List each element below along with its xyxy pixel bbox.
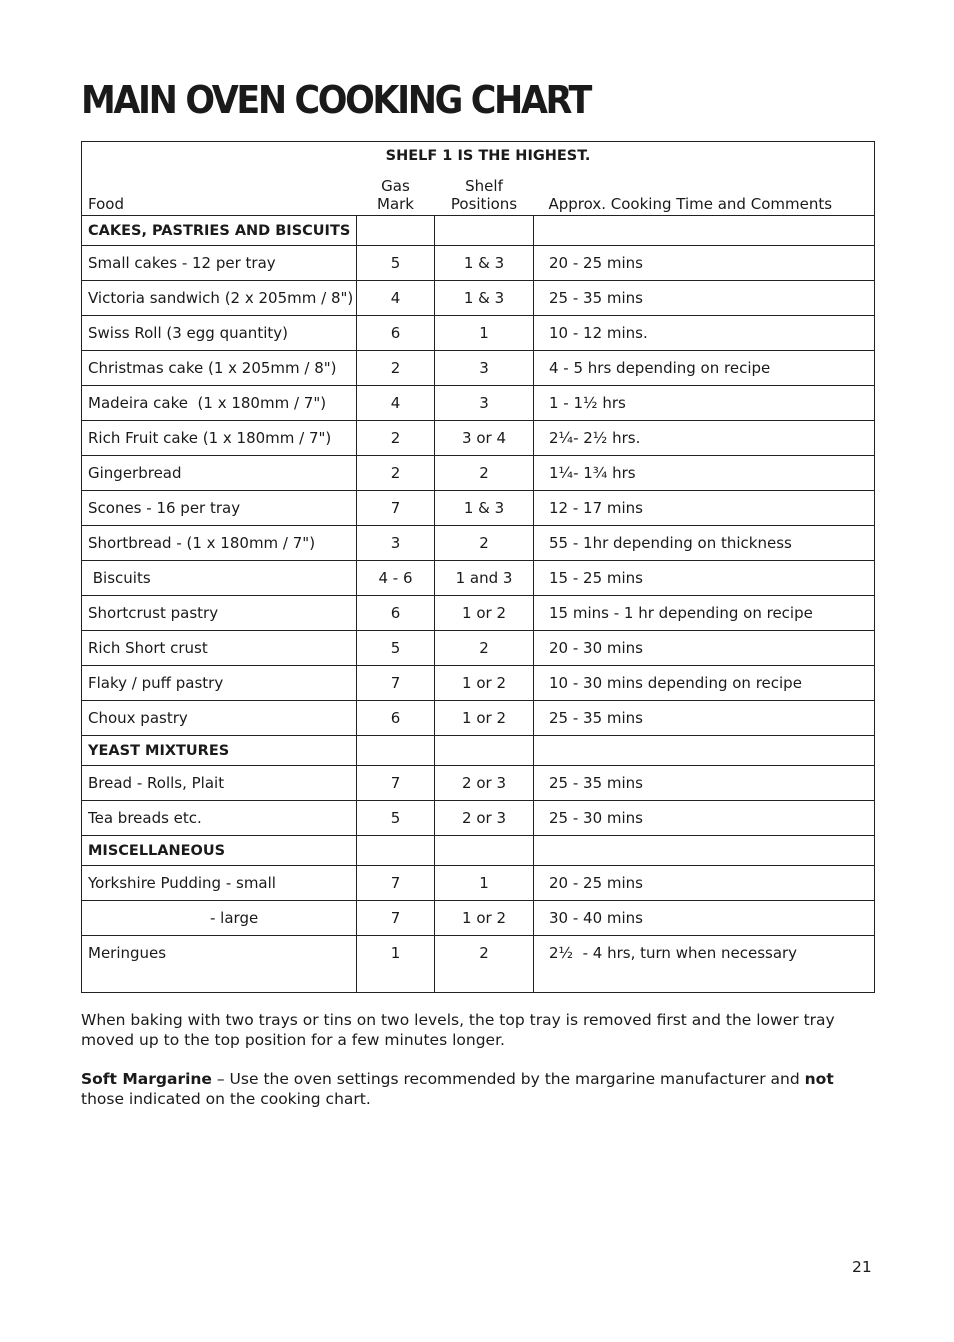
table-row — [82, 316, 875, 351]
gas-mark-cell: 2 — [357, 421, 435, 456]
section-shelf-blank — [435, 736, 534, 766]
margarine-note — [81, 1069, 881, 1109]
food-cell: Yorkshire Pudding - small — [82, 866, 357, 901]
cooking-time-cell: 2¼- 2½ hrs. — [534, 421, 875, 456]
margarine-text-1: – Use the oven settings recommended by the margarine manufacturer and — [211, 1070, 805, 1088]
cooking-time-cell: 25 - 35 mins — [534, 766, 875, 801]
section-time-blank — [534, 736, 875, 766]
gas-mark-cell: 7 — [357, 666, 435, 701]
shelf-position-cell: 2 or 3 — [435, 766, 534, 801]
cooking-time-cell: 15 mins - 1 hr depending on recipe — [534, 596, 875, 631]
cooking-time-cell: 20 - 30 mins — [534, 631, 875, 666]
cooking-chart-table — [81, 141, 875, 993]
header-shelf-line2: Positions — [450, 195, 518, 213]
gas-mark-cell: 2 — [357, 456, 435, 491]
cooking-time-cell: 55 - 1hr depending on thickness — [534, 526, 875, 561]
margarine-emphasis: not — [804, 1070, 834, 1088]
cooking-time-cell: 10 - 30 mins depending on recipe — [534, 666, 875, 701]
header-gas-line2: Mark — [377, 195, 414, 213]
table-row — [82, 246, 875, 281]
cooking-time-cell: 25 - 35 mins — [534, 281, 875, 316]
food-cell: Christmas cake (1 x 205mm / 8") — [82, 351, 357, 386]
shelf-position-cell: 3 or 4 — [435, 421, 534, 456]
section-gas-blank — [357, 216, 435, 246]
header-shelf-positions — [435, 170, 534, 216]
food-cell: Bread - Rolls, Plait — [82, 766, 357, 801]
gas-mark-cell: 5 — [357, 631, 435, 666]
food-cell: Biscuits — [82, 561, 357, 596]
table-row — [82, 766, 875, 801]
shelf-note: SHELF 1 IS THE HIGHEST. — [385, 148, 591, 164]
section-label: CAKES, PASTRIES AND BISCUITS — [82, 216, 357, 246]
section-row — [82, 736, 875, 766]
gas-mark-cell: 2 — [357, 351, 435, 386]
shelf-position-cell: 2 — [435, 526, 534, 561]
shelf-position-cell: 1 & 3 — [435, 281, 534, 316]
shelf-position-cell: 1 or 2 — [435, 701, 534, 736]
table-row — [82, 631, 875, 666]
cooking-time-cell: 1¼- 1¾ hrs — [534, 456, 875, 491]
food-cell: Tea breads etc. — [82, 801, 357, 836]
shelf-position-cell: 1 & 3 — [435, 246, 534, 281]
section-gas-blank — [357, 836, 435, 866]
gas-mark-cell: 6 — [357, 701, 435, 736]
section-gas-blank — [357, 736, 435, 766]
shelf-position-cell: 1 or 2 — [435, 666, 534, 701]
cooking-time-cell: 15 - 25 mins — [534, 561, 875, 596]
table-banner-row — [82, 142, 875, 171]
food-cell: Shortcrust pastry — [82, 596, 357, 631]
cooking-time-cell: 20 - 25 mins — [534, 866, 875, 901]
two-trays-note: When baking with two trays or tins on two levels, the top tray is removed first and the lower tray moved up to the top position for a few minutes longer. — [81, 1011, 835, 1049]
food-cell: Meringues — [82, 936, 357, 993]
gas-mark-cell: 3 — [357, 526, 435, 561]
table-row — [82, 666, 875, 701]
table-row — [82, 701, 875, 736]
gas-mark-cell: 7 — [357, 901, 435, 936]
food-cell: Victoria sandwich (2 x 205mm / 8") — [82, 281, 357, 316]
table-row — [82, 386, 875, 421]
food-cell: Swiss Roll (3 egg quantity) — [82, 316, 357, 351]
shelf-position-cell: 2 or 3 — [435, 801, 534, 836]
gas-mark-cell: 6 — [357, 596, 435, 631]
table-row — [82, 801, 875, 836]
header-gas-line1: Gas — [381, 177, 410, 195]
food-cell: Choux pastry — [82, 701, 357, 736]
table-row — [82, 491, 875, 526]
shelf-position-cell: 3 — [435, 386, 534, 421]
cooking-time-cell: 1 - 1½ hrs — [534, 386, 875, 421]
shelf-position-cell: 1 — [435, 866, 534, 901]
shelf-position-cell: 1 & 3 — [435, 491, 534, 526]
cooking-time-cell: 12 - 17 mins — [534, 491, 875, 526]
shelf-position-cell: 2 — [435, 456, 534, 491]
gas-mark-cell: 7 — [357, 491, 435, 526]
table-row — [82, 421, 875, 456]
food-cell: Gingerbread — [82, 456, 357, 491]
table-row — [82, 936, 875, 993]
food-cell: Madeira cake (1 x 180mm / 7") — [82, 386, 357, 421]
cooking-time-cell: 25 - 35 mins — [534, 701, 875, 736]
table-row — [82, 526, 875, 561]
cooking-time-cell: 2½ - 4 hrs, turn when necessary — [534, 936, 875, 993]
column-header-row — [82, 170, 875, 216]
shelf-position-cell: 1 or 2 — [435, 901, 534, 936]
shelf-position-cell: 3 — [435, 351, 534, 386]
food-cell: Scones - 16 per tray — [82, 491, 357, 526]
header-cooking-time: Approx. Cooking Time and Comments — [548, 195, 833, 213]
section-shelf-blank — [435, 216, 534, 246]
section-row — [82, 216, 875, 246]
table-row — [82, 866, 875, 901]
header-shelf-line1: Shelf — [465, 177, 503, 195]
food-cell: Flaky / puff pastry — [82, 666, 357, 701]
gas-mark-cell: 5 — [357, 801, 435, 836]
food-cell: - large — [82, 901, 357, 936]
gas-mark-cell: 5 — [357, 246, 435, 281]
food-cell: Small cakes - 12 per tray — [82, 246, 357, 281]
gas-mark-cell: 4 - 6 — [357, 561, 435, 596]
section-shelf-blank — [435, 836, 534, 866]
shelf-position-cell: 1 or 2 — [435, 596, 534, 631]
table-row — [82, 596, 875, 631]
header-gas-mark — [357, 170, 435, 216]
food-cell: Rich Short crust — [82, 631, 357, 666]
food-cell: Rich Fruit cake (1 x 180mm / 7") — [82, 421, 357, 456]
shelf-position-cell: 1 — [435, 316, 534, 351]
gas-mark-cell: 4 — [357, 281, 435, 316]
gas-mark-cell: 6 — [357, 316, 435, 351]
section-label: YEAST MIXTURES — [82, 736, 357, 766]
table-row — [82, 901, 875, 936]
shelf-position-cell: 1 and 3 — [435, 561, 534, 596]
header-food: Food — [88, 195, 124, 213]
table-row — [82, 456, 875, 491]
table-row — [82, 351, 875, 386]
cooking-time-cell: 20 - 25 mins — [534, 246, 875, 281]
shelf-position-cell: 2 — [435, 631, 534, 666]
section-time-blank — [534, 836, 875, 866]
gas-mark-cell: 7 — [357, 866, 435, 901]
shelf-position-cell: 2 — [435, 936, 534, 993]
section-time-blank — [534, 216, 875, 246]
food-cell: Shortbread - (1 x 180mm / 7") — [82, 526, 357, 561]
gas-mark-cell: 7 — [357, 766, 435, 801]
page-number: 21 — [852, 1258, 872, 1276]
margarine-text-2: those indicated on the cooking chart. — [81, 1090, 371, 1108]
section-label: MISCELLANEOUS — [82, 836, 357, 866]
gas-mark-cell: 4 — [357, 386, 435, 421]
section-row — [82, 836, 875, 866]
cooking-time-cell: 10 - 12 mins. — [534, 316, 875, 351]
page-title: MAIN OVEN COOKING CHART — [81, 78, 590, 122]
cooking-time-cell: 4 - 5 hrs depending on recipe — [534, 351, 875, 386]
cooking-time-cell: 30 - 40 mins — [534, 901, 875, 936]
table-row — [82, 281, 875, 316]
table-row — [82, 561, 875, 596]
gas-mark-cell: 1 — [357, 936, 435, 993]
margarine-label: Soft Margarine — [81, 1070, 212, 1088]
cooking-time-cell: 25 - 30 mins — [534, 801, 875, 836]
